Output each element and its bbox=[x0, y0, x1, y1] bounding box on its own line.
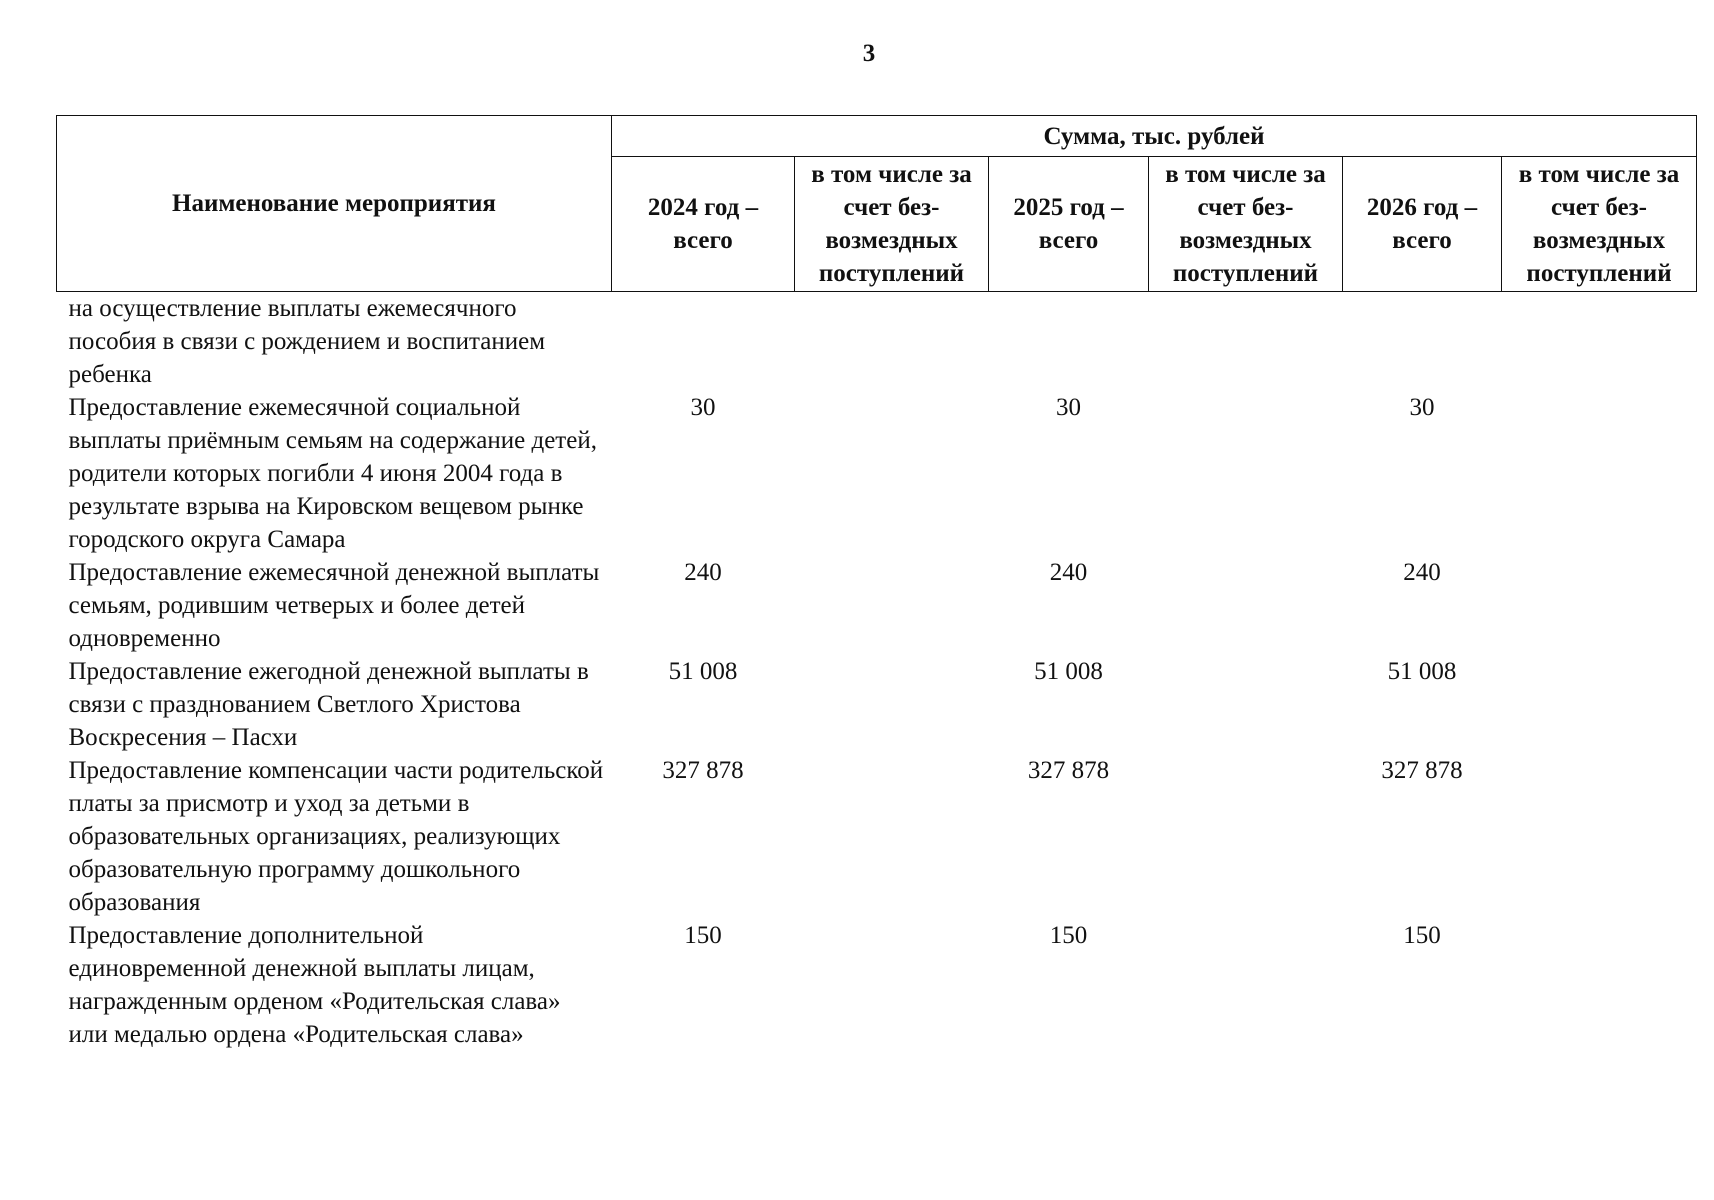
table-row bbox=[57, 919, 1697, 1051]
row-2025-total bbox=[989, 292, 1149, 392]
row-2026-grant bbox=[1502, 754, 1697, 919]
row-2025-total: 240 bbox=[1049, 559, 1088, 586]
row-2024-grant bbox=[795, 754, 989, 919]
row-2024-total: 150 bbox=[684, 922, 722, 949]
row-2026-total: 51 008 bbox=[1387, 658, 1457, 685]
row-2025-grant bbox=[1149, 292, 1343, 392]
table-row bbox=[57, 754, 1697, 919]
row-2026-total: 240 bbox=[1403, 559, 1441, 586]
row-2026-total: 150 bbox=[1403, 922, 1441, 949]
header-2026-total: 2026 год – всего bbox=[1343, 157, 1502, 292]
header-event-name: Наименование мероприятия bbox=[57, 116, 612, 292]
page-number: 3 bbox=[862, 40, 876, 67]
row-2026-grant bbox=[1502, 919, 1697, 1051]
table-row bbox=[57, 655, 1697, 754]
row-name: Предоставление дополнительной единовременной денежной выплаты лицам, награжденным орденом «Родительская слава» или медалью ордена «Родительская слава» bbox=[68, 922, 561, 1048]
row-2025-grant bbox=[1149, 655, 1343, 754]
row-2026-grant bbox=[1502, 556, 1697, 655]
row-2025-total: 327 878 bbox=[1027, 757, 1110, 784]
table-header bbox=[57, 116, 1697, 292]
row-2025-total: 30 bbox=[1056, 394, 1081, 421]
row-2024-total: 327 878 bbox=[662, 757, 744, 784]
header-2026-grant: в том числе за счет без-возмездных поступлений bbox=[1502, 157, 1697, 292]
row-2024-grant bbox=[795, 655, 989, 754]
row-name: Предоставление ежемесячной денежной выплаты семьям, родившим четверых и более детей одновременно bbox=[68, 559, 600, 652]
row-2024-grant bbox=[795, 391, 989, 556]
table-row bbox=[57, 292, 1697, 392]
row-2025-grant bbox=[1149, 754, 1343, 919]
budget-table bbox=[56, 115, 1697, 1051]
row-2024-total bbox=[612, 292, 795, 392]
row-2024-grant bbox=[795, 556, 989, 655]
row-2026-grant bbox=[1502, 655, 1697, 754]
row-2024-total: 51 008 bbox=[668, 658, 738, 685]
row-2026-grant bbox=[1502, 391, 1697, 556]
row-2025-grant bbox=[1149, 919, 1343, 1051]
row-2025-grant bbox=[1149, 556, 1343, 655]
header-2025-grant: в том числе за счет без-возмездных поступлений bbox=[1149, 157, 1343, 292]
row-2024-total: 30 bbox=[690, 394, 716, 421]
row-2026-grant bbox=[1502, 292, 1697, 392]
row-name: на осуществление выплаты ежемесячного пособия в связи с рождением и воспитанием ребенка bbox=[68, 295, 546, 388]
table-row bbox=[57, 556, 1697, 655]
row-name: Предоставление ежемесячной социальной выплаты приёмным семьям на содержание детей, родители которых погибли 4 июня 2004 года в результате взрыва на Кировском вещевом рынке городского округа Самара bbox=[68, 394, 597, 553]
header-sum-group: Сумма, тыс. рублей bbox=[612, 116, 1697, 157]
row-2024-grant bbox=[795, 292, 989, 392]
row-name: Предоставление ежегодной денежной выплаты в связи с празднованием Светлого Христова Воскресения – Пасхи bbox=[68, 658, 589, 751]
header-2024-total: 2024 год – всего bbox=[612, 157, 795, 292]
row-2025-grant bbox=[1149, 391, 1343, 556]
row-2026-total bbox=[1343, 292, 1502, 392]
row-2025-total: 51 008 bbox=[1034, 658, 1103, 685]
row-2025-total: 150 bbox=[1049, 922, 1088, 949]
row-name: Предоставление компенсации части родительской платы за присмотр и уход за детьми в образовательных организациях, реализующих образовательную программу дошкольного образования bbox=[68, 757, 604, 916]
header-2025-total: 2025 год – всего bbox=[989, 157, 1149, 292]
table-row bbox=[57, 391, 1697, 556]
table-body bbox=[57, 292, 1697, 1052]
row-2026-total: 30 bbox=[1409, 394, 1435, 421]
row-2026-total: 327 878 bbox=[1381, 757, 1463, 784]
row-2024-grant bbox=[795, 919, 989, 1051]
header-2024-grant: в том числе за счет без-возмездных поступлений bbox=[795, 157, 989, 292]
row-2024-total: 240 bbox=[684, 559, 722, 586]
